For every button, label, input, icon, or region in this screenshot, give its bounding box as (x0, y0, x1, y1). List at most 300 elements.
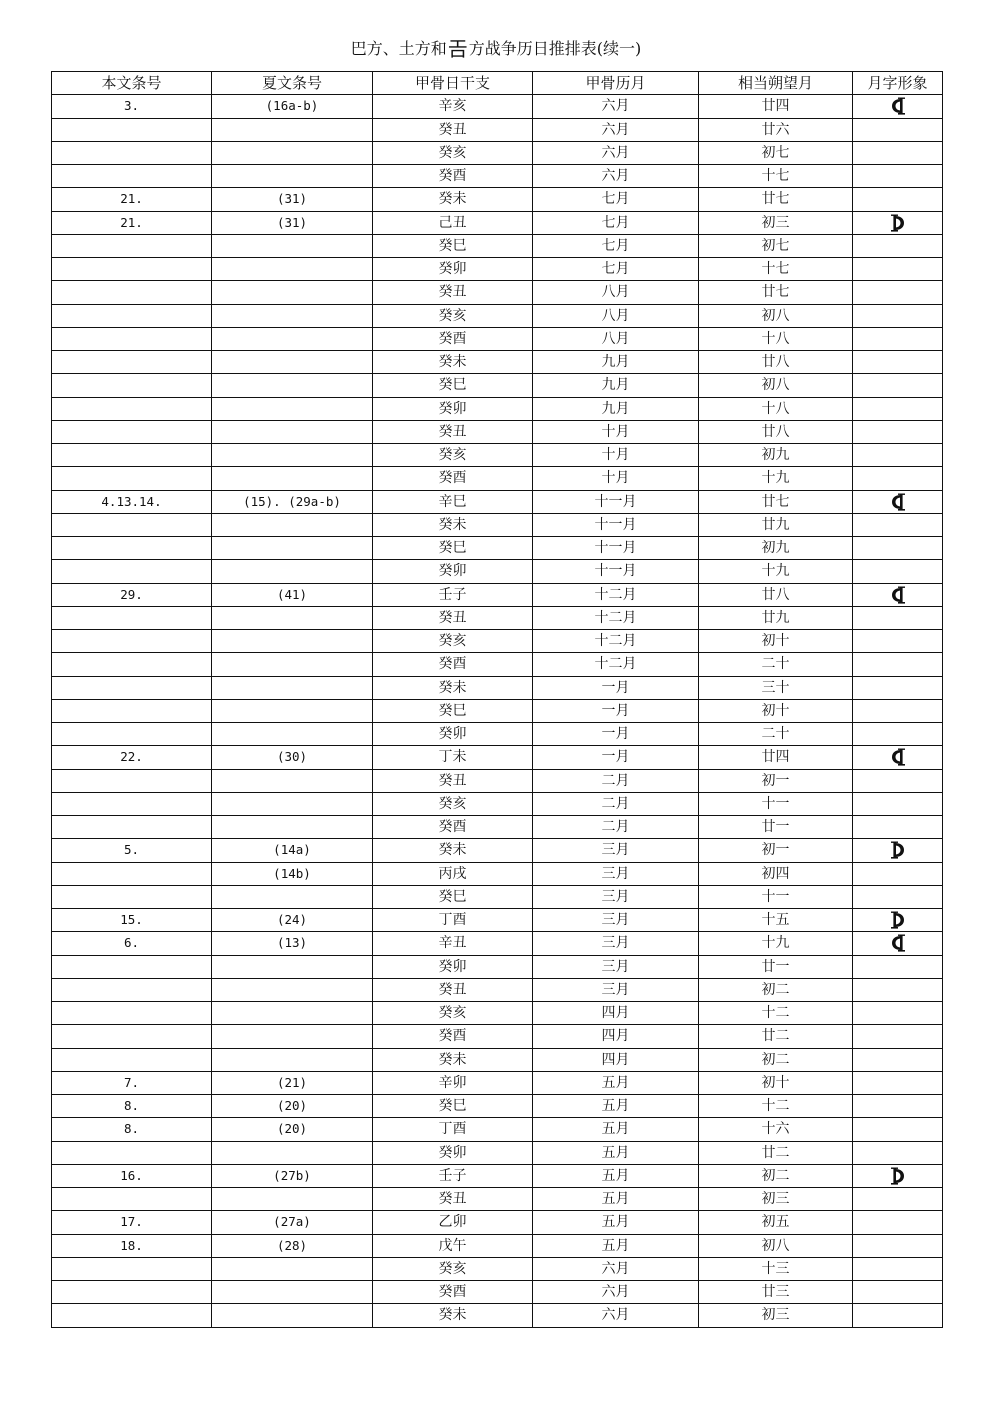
table-header-row (52, 72, 943, 95)
xia-no-cell (212, 397, 373, 420)
lunar-day-cell: 廿一 (699, 816, 853, 839)
ganzhi-cell: 癸未 (373, 839, 533, 862)
article-no-cell (52, 444, 212, 467)
table-row (52, 165, 943, 188)
article-no-cell (52, 699, 212, 722)
xia-no-cell (212, 630, 373, 653)
xia-no-cell: (31) (212, 188, 373, 211)
moon-glyph-cell (853, 932, 943, 955)
xia-no-cell: (20) (212, 1095, 373, 1118)
xia-no-cell (212, 723, 373, 746)
moon-glyph-cell (853, 769, 943, 792)
lunar-day-cell: 三十 (699, 676, 853, 699)
article-no-cell (52, 1141, 212, 1164)
ganzhi-cell: 癸酉 (373, 1281, 533, 1304)
table-row (52, 1025, 943, 1048)
lunar-day-cell: 初三 (699, 211, 853, 234)
oracle-month-cell: 十二月 (533, 606, 699, 629)
lunar-day-cell: 廿二 (699, 1025, 853, 1048)
article-no-cell: 5. (52, 839, 212, 862)
table-row (52, 560, 943, 583)
oracle-month-cell: 七月 (533, 258, 699, 281)
ganzhi-cell: 癸亥 (373, 444, 533, 467)
moon-glyph-cell (853, 513, 943, 536)
oracle-month-cell: 三月 (533, 932, 699, 955)
table-row (52, 304, 943, 327)
ganzhi-cell: 戊午 (373, 1234, 533, 1257)
ganzhi-cell: 癸未 (373, 1048, 533, 1071)
article-no-cell (52, 560, 212, 583)
ganzhi-cell: 癸未 (373, 676, 533, 699)
ganzhi-cell: 癸巳 (373, 699, 533, 722)
table-row (52, 1234, 943, 1257)
oracle-month-cell: 十二月 (533, 630, 699, 653)
xia-no-cell: (27b) (212, 1164, 373, 1187)
table-row (52, 1164, 943, 1187)
table-row (52, 839, 943, 862)
article-no-cell (52, 537, 212, 560)
ganzhi-cell: 癸未 (373, 351, 533, 374)
waning-moon-glyph-icon (888, 748, 908, 766)
moon-glyph-cell (853, 234, 943, 257)
article-no-cell (52, 397, 212, 420)
moon-glyph-cell (853, 467, 943, 490)
ganzhi-cell: 丙戌 (373, 862, 533, 885)
article-no-cell (52, 1257, 212, 1280)
moon-glyph-cell (853, 327, 943, 350)
article-no-cell (52, 513, 212, 536)
lunar-day-cell: 十九 (699, 932, 853, 955)
ganzhi-cell: 癸亥 (373, 304, 533, 327)
lunar-day-cell: 廿四 (699, 95, 853, 118)
moon-glyph-cell (853, 699, 943, 722)
article-no-cell (52, 769, 212, 792)
moon-glyph-cell (853, 792, 943, 815)
oracle-month-cell: 五月 (533, 1118, 699, 1141)
xia-no-cell (212, 304, 373, 327)
lunar-day-cell: 初九 (699, 444, 853, 467)
ganzhi-cell: 癸酉 (373, 327, 533, 350)
xia-no-cell (212, 1257, 373, 1280)
oracle-month-cell: 五月 (533, 1095, 699, 1118)
ganzhi-cell: 辛丑 (373, 932, 533, 955)
waxing-moon-glyph-icon (888, 841, 908, 859)
moon-glyph-cell (853, 676, 943, 699)
ganzhi-cell: 癸巳 (373, 374, 533, 397)
lunar-day-cell: 十二 (699, 1095, 853, 1118)
moon-glyph-cell (853, 862, 943, 885)
moon-glyph-cell (853, 165, 943, 188)
lunar-day-cell: 十二 (699, 1002, 853, 1025)
table-row (52, 653, 943, 676)
xia-no-cell (212, 374, 373, 397)
moon-glyph-cell (853, 397, 943, 420)
moon-glyph-cell (853, 374, 943, 397)
moon-glyph-cell (853, 1071, 943, 1094)
article-no-cell (52, 374, 212, 397)
ganzhi-cell: 丁酉 (373, 1118, 533, 1141)
article-no-cell (52, 792, 212, 815)
oracle-month-cell: 二月 (533, 769, 699, 792)
ganzhi-cell: 癸酉 (373, 653, 533, 676)
article-no-cell (52, 653, 212, 676)
oracle-month-cell: 四月 (533, 1025, 699, 1048)
moon-glyph-cell (853, 281, 943, 304)
table-row (52, 234, 943, 257)
column-header-moon-glyph: 月字形象 (853, 72, 943, 95)
table-row (52, 537, 943, 560)
xia-no-cell: (13) (212, 932, 373, 955)
moon-glyph-cell (853, 211, 943, 234)
table-row (52, 769, 943, 792)
lunar-day-cell: 初一 (699, 839, 853, 862)
table-row (52, 351, 943, 374)
moon-glyph-cell (853, 1118, 943, 1141)
moon-glyph-cell (853, 95, 943, 118)
xia-no-cell (212, 1048, 373, 1071)
article-no-cell (52, 420, 212, 443)
lunar-day-cell: 十九 (699, 467, 853, 490)
oracle-month-cell: 五月 (533, 1188, 699, 1211)
ganzhi-cell: 辛巳 (373, 490, 533, 513)
lunar-day-cell: 十七 (699, 165, 853, 188)
article-no-cell (52, 327, 212, 350)
lunar-day-cell: 廿八 (699, 583, 853, 606)
moon-glyph-cell (853, 188, 943, 211)
xia-no-cell (212, 769, 373, 792)
xia-no-cell: (15). (29a-b) (212, 490, 373, 513)
article-no-cell (52, 978, 212, 1001)
oracle-month-cell: 五月 (533, 1211, 699, 1234)
oracle-month-cell: 三月 (533, 862, 699, 885)
article-no-cell (52, 1048, 212, 1071)
ganzhi-cell: 壬子 (373, 1164, 533, 1187)
xia-no-cell (212, 537, 373, 560)
xia-no-cell (212, 955, 373, 978)
table-row (52, 1048, 943, 1071)
table-row (52, 188, 943, 211)
xia-no-cell (212, 165, 373, 188)
xia-no-cell: (27a) (212, 1211, 373, 1234)
article-no-cell: 17. (52, 1211, 212, 1234)
lunar-day-cell: 初一 (699, 769, 853, 792)
lunar-day-cell: 廿七 (699, 490, 853, 513)
article-no-cell: 21. (52, 211, 212, 234)
article-no-cell: 8. (52, 1118, 212, 1141)
lunar-day-cell: 初十 (699, 699, 853, 722)
table-row (52, 444, 943, 467)
oracle-month-cell: 三月 (533, 885, 699, 908)
lunar-day-cell: 十五 (699, 909, 853, 932)
table-row (52, 211, 943, 234)
moon-glyph-cell (853, 1095, 943, 1118)
article-no-cell: 18. (52, 1234, 212, 1257)
ganzhi-cell: 乙卯 (373, 1211, 533, 1234)
xia-no-cell (212, 467, 373, 490)
xia-no-cell (212, 513, 373, 536)
waxing-moon-glyph-icon (888, 1167, 908, 1185)
table-row (52, 513, 943, 536)
xia-no-cell: (14a) (212, 839, 373, 862)
ganzhi-cell: 丁未 (373, 746, 533, 769)
ganzhi-cell: 癸未 (373, 188, 533, 211)
oracle-month-cell: 一月 (533, 746, 699, 769)
article-no-cell: 3. (52, 95, 212, 118)
moon-glyph-cell (853, 560, 943, 583)
lunar-day-cell: 初八 (699, 304, 853, 327)
lunar-day-cell: 初二 (699, 1164, 853, 1187)
xia-no-cell: (28) (212, 1234, 373, 1257)
table-row (52, 141, 943, 164)
moon-glyph-cell (853, 885, 943, 908)
oracle-month-cell: 八月 (533, 304, 699, 327)
xia-no-cell (212, 1025, 373, 1048)
lunar-day-cell: 廿三 (699, 1281, 853, 1304)
ganzhi-cell: 癸卯 (373, 1141, 533, 1164)
xia-no-cell (212, 1002, 373, 1025)
article-no-cell (52, 304, 212, 327)
oracle-month-cell: 六月 (533, 118, 699, 141)
lunar-day-cell: 初八 (699, 374, 853, 397)
moon-glyph-cell (853, 304, 943, 327)
ganzhi-cell: 癸卯 (373, 723, 533, 746)
oracle-month-cell: 十一月 (533, 537, 699, 560)
table-row (52, 118, 943, 141)
oracle-month-cell: 十月 (533, 444, 699, 467)
xia-no-cell (212, 885, 373, 908)
moon-glyph-cell (853, 978, 943, 1001)
lunar-day-cell: 初十 (699, 630, 853, 653)
waxing-moon-glyph-icon (888, 214, 908, 232)
xia-no-cell (212, 1304, 373, 1327)
article-no-cell (52, 234, 212, 257)
lunar-day-cell: 廿八 (699, 420, 853, 443)
column-header-ganzhi: 甲骨日干支 (373, 72, 533, 95)
oracle-month-cell: 九月 (533, 351, 699, 374)
lunar-day-cell: 十一 (699, 885, 853, 908)
xia-no-cell (212, 978, 373, 1001)
xia-no-cell (212, 351, 373, 374)
oracle-month-cell: 一月 (533, 676, 699, 699)
oracle-month-cell: 三月 (533, 955, 699, 978)
ganzhi-cell: 癸丑 (373, 420, 533, 443)
ganzhi-cell: 癸酉 (373, 816, 533, 839)
article-no-cell: 6. (52, 932, 212, 955)
article-no-cell (52, 351, 212, 374)
table-row (52, 746, 943, 769)
article-no-cell (52, 1304, 212, 1327)
oracle-month-cell: 五月 (533, 1164, 699, 1187)
column-header-lunar-day: 相当朔望月 (699, 72, 853, 95)
ganzhi-cell: 癸亥 (373, 1257, 533, 1280)
calendar-table (51, 71, 943, 1328)
xia-no-cell: (14b) (212, 862, 373, 885)
xia-no-cell (212, 560, 373, 583)
table-row (52, 1141, 943, 1164)
table-row (52, 955, 943, 978)
oracle-month-cell: 八月 (533, 281, 699, 304)
oracle-month-cell: 七月 (533, 188, 699, 211)
xia-no-cell (212, 258, 373, 281)
oracle-month-cell: 九月 (533, 397, 699, 420)
xia-no-cell (212, 234, 373, 257)
table-row (52, 1118, 943, 1141)
table-row (52, 1281, 943, 1304)
xia-no-cell (212, 653, 373, 676)
xia-no-cell (212, 676, 373, 699)
ganzhi-cell: 癸巳 (373, 1095, 533, 1118)
lunar-day-cell: 廿六 (699, 118, 853, 141)
column-header-article-no: 本文条号 (52, 72, 212, 95)
table-row (52, 374, 943, 397)
lunar-day-cell: 十六 (699, 1118, 853, 1141)
table-row (52, 816, 943, 839)
moon-glyph-cell (853, 1048, 943, 1071)
oracle-month-cell: 十月 (533, 467, 699, 490)
ganzhi-cell: 癸酉 (373, 467, 533, 490)
moon-glyph-cell (853, 1281, 943, 1304)
xia-no-cell (212, 118, 373, 141)
ganzhi-cell: 己丑 (373, 211, 533, 234)
article-no-cell (52, 676, 212, 699)
xia-no-cell (212, 1281, 373, 1304)
moon-glyph-cell (853, 351, 943, 374)
waning-moon-glyph-icon (888, 97, 908, 115)
moon-glyph-cell (853, 606, 943, 629)
oracle-month-cell: 五月 (533, 1234, 699, 1257)
oracle-month-cell: 六月 (533, 1257, 699, 1280)
article-no-cell: 4.13.14. (52, 490, 212, 513)
lunar-day-cell: 十一 (699, 792, 853, 815)
ganzhi-cell: 癸巳 (373, 537, 533, 560)
title-text-before: 巴方、土方和 (350, 39, 447, 58)
table-row (52, 1002, 943, 1025)
table-row (52, 1095, 943, 1118)
moon-glyph-cell (853, 420, 943, 443)
moon-glyph-cell (853, 444, 943, 467)
oracle-month-cell: 十一月 (533, 490, 699, 513)
ganzhi-cell: 癸亥 (373, 792, 533, 815)
title-glyph: 𢀛 (447, 37, 468, 61)
article-no-cell (52, 816, 212, 839)
lunar-day-cell: 初二 (699, 1048, 853, 1071)
moon-glyph-cell (853, 955, 943, 978)
lunar-day-cell: 廿四 (699, 746, 853, 769)
article-no-cell (52, 258, 212, 281)
lunar-day-cell: 廿七 (699, 188, 853, 211)
table-row (52, 909, 943, 932)
ganzhi-cell: 癸丑 (373, 978, 533, 1001)
ganzhi-cell: 癸巳 (373, 234, 533, 257)
ganzhi-cell: 癸亥 (373, 630, 533, 653)
table-row (52, 862, 943, 885)
oracle-month-cell: 五月 (533, 1071, 699, 1094)
oracle-month-cell: 六月 (533, 95, 699, 118)
lunar-day-cell: 初三 (699, 1304, 853, 1327)
moon-glyph-cell (853, 258, 943, 281)
ganzhi-cell: 丁酉 (373, 909, 533, 932)
oracle-month-cell: 十二月 (533, 583, 699, 606)
article-no-cell: 21. (52, 188, 212, 211)
table-row (52, 723, 943, 746)
article-no-cell (52, 862, 212, 885)
lunar-day-cell: 十七 (699, 258, 853, 281)
ganzhi-cell: 癸丑 (373, 1188, 533, 1211)
article-no-cell: 16. (52, 1164, 212, 1187)
ganzhi-cell: 辛亥 (373, 95, 533, 118)
lunar-day-cell: 廿九 (699, 606, 853, 629)
oracle-month-cell: 六月 (533, 165, 699, 188)
moon-glyph-cell (853, 1141, 943, 1164)
moon-glyph-cell (853, 816, 943, 839)
lunar-day-cell: 初五 (699, 1211, 853, 1234)
article-no-cell: 29. (52, 583, 212, 606)
oracle-month-cell: 二月 (533, 816, 699, 839)
oracle-month-cell: 十二月 (533, 653, 699, 676)
oracle-month-cell: 四月 (533, 1002, 699, 1025)
page-title (0, 38, 992, 60)
xia-no-cell: (16a-b) (212, 95, 373, 118)
article-no-cell: 8. (52, 1095, 212, 1118)
oracle-month-cell: 七月 (533, 234, 699, 257)
table-row (52, 327, 943, 350)
ganzhi-cell: 癸卯 (373, 560, 533, 583)
oracle-month-cell: 十月 (533, 420, 699, 443)
lunar-day-cell: 十九 (699, 560, 853, 583)
moon-glyph-cell (853, 537, 943, 560)
ganzhi-cell: 癸丑 (373, 281, 533, 304)
article-no-cell (52, 118, 212, 141)
table-row (52, 606, 943, 629)
moon-glyph-cell (853, 118, 943, 141)
oracle-month-cell: 四月 (533, 1048, 699, 1071)
lunar-day-cell: 初四 (699, 862, 853, 885)
lunar-day-cell: 初十 (699, 1071, 853, 1094)
table-row (52, 1211, 943, 1234)
oracle-month-cell: 八月 (533, 327, 699, 350)
ganzhi-cell: 癸丑 (373, 606, 533, 629)
ganzhi-cell: 癸丑 (373, 118, 533, 141)
moon-glyph-cell (853, 490, 943, 513)
column-header-xia-no: 夏文条号 (212, 72, 373, 95)
lunar-day-cell: 初七 (699, 141, 853, 164)
moon-glyph-cell (853, 1164, 943, 1187)
moon-glyph-cell (853, 1304, 943, 1327)
table-row (52, 583, 943, 606)
oracle-month-cell: 三月 (533, 909, 699, 932)
table-row (52, 978, 943, 1001)
table-row (52, 420, 943, 443)
oracle-month-cell: 六月 (533, 1304, 699, 1327)
table-row (52, 1188, 943, 1211)
xia-no-cell: (24) (212, 909, 373, 932)
ganzhi-cell: 癸亥 (373, 1002, 533, 1025)
oracle-month-cell: 六月 (533, 1281, 699, 1304)
moon-glyph-cell (853, 1025, 943, 1048)
table-row (52, 397, 943, 420)
column-header-oracle-month: 甲骨历月 (533, 72, 699, 95)
ganzhi-cell: 癸酉 (373, 165, 533, 188)
article-no-cell: 15. (52, 909, 212, 932)
moon-glyph-cell (853, 141, 943, 164)
table-row (52, 490, 943, 513)
table-row (52, 885, 943, 908)
lunar-day-cell: 廿二 (699, 1141, 853, 1164)
table-row (52, 699, 943, 722)
moon-glyph-cell (853, 909, 943, 932)
xia-no-cell (212, 816, 373, 839)
article-no-cell (52, 955, 212, 978)
